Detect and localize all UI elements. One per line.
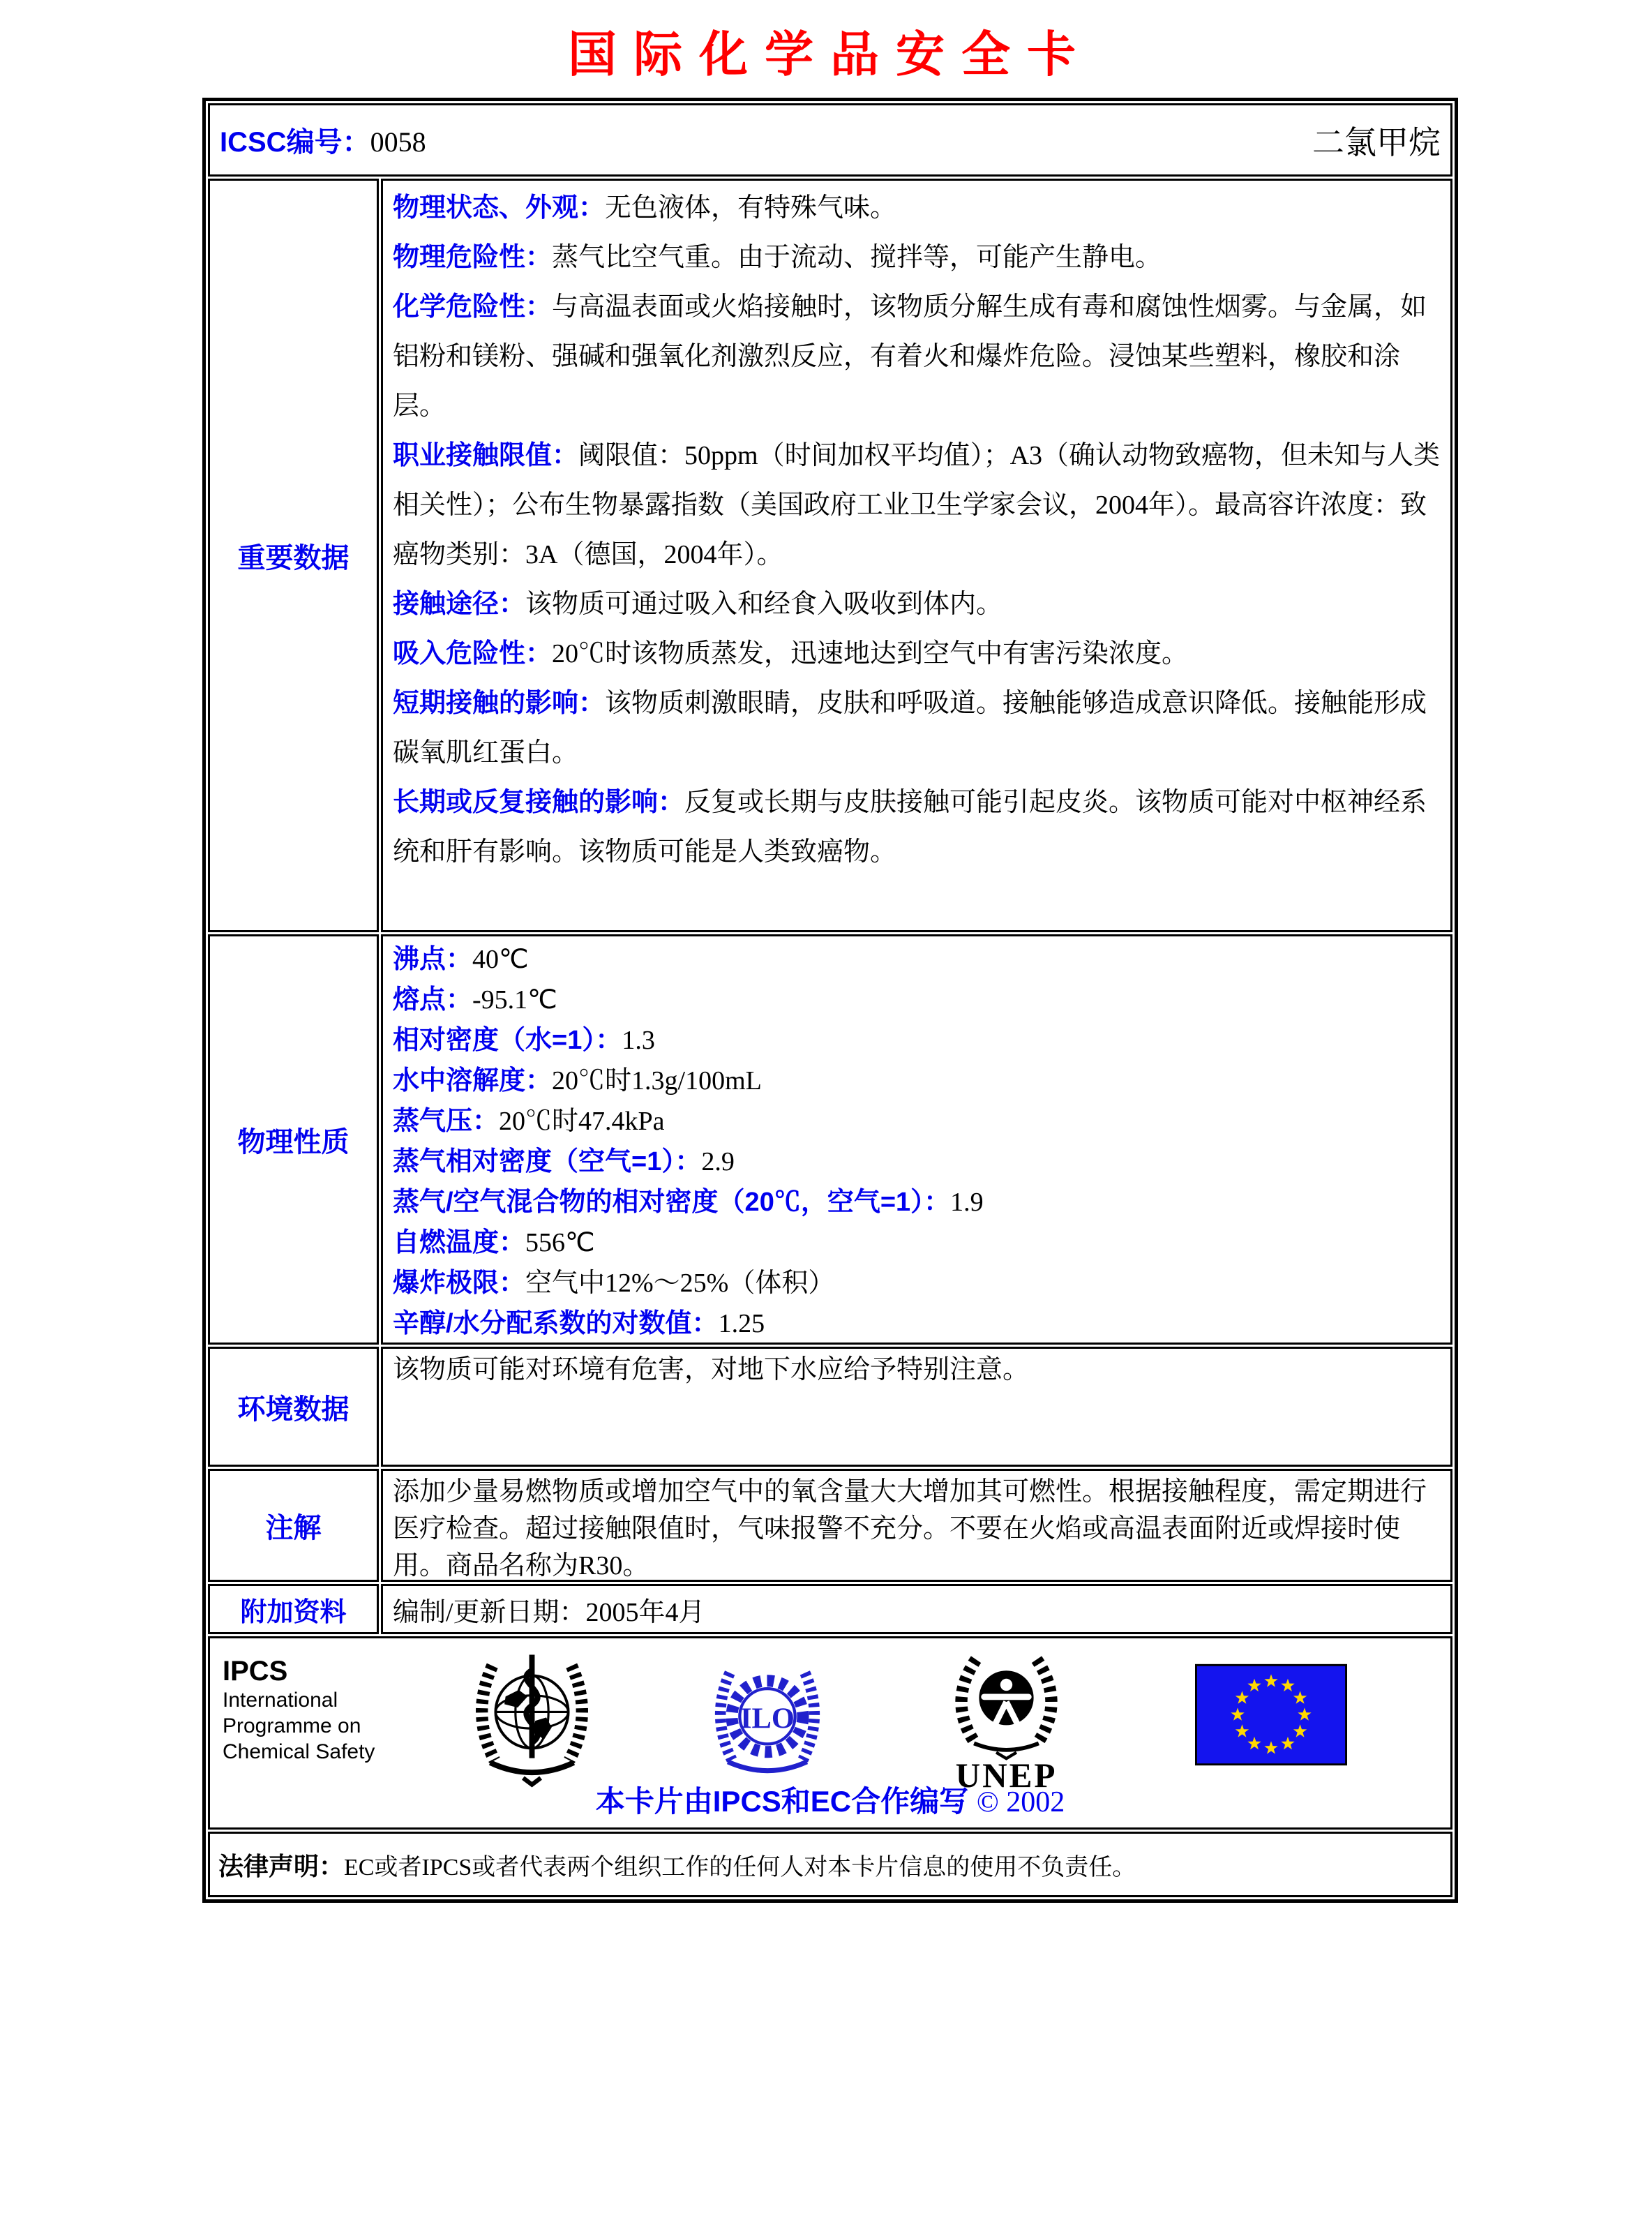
data-item-chemical-danger: 化学危险性：与高温表面或火焰接触时，该物质分解生成有毒和腐蚀性烟雾。与金属，如铝粉和镁粉、强碱和强氧化剂激烈反应，有着火和爆炸危险。浸蚀某些塑料，橡胶和涂层。 bbox=[393, 292, 1427, 421]
additional-info-content bbox=[381, 1584, 1452, 1634]
update-date-text: 编制/更新日期：2005年4月 bbox=[393, 1597, 705, 1627]
legal-notice-cell bbox=[208, 1832, 1452, 1897]
property-relative-density: 相对密度（水=1）：1.3 bbox=[393, 1026, 655, 1055]
environmental-data-row bbox=[208, 1347, 1452, 1467]
ipcs-line-2: Programme on bbox=[223, 1714, 361, 1737]
data-item-physical-danger: 物理危险性：蒸气比空气重。由于流动、搅拌等，可能产生静电。 bbox=[393, 243, 1162, 272]
ilo-logo bbox=[708, 1650, 827, 1789]
credit-year: © 2002 bbox=[976, 1786, 1065, 1818]
ipcs-line-1: International bbox=[223, 1689, 338, 1712]
unep-logo bbox=[945, 1645, 1067, 1792]
icsc-number bbox=[220, 120, 426, 160]
data-item-long-term-effects: 长期或反复接触的影响：反复或长期与皮肤接触可能引起皮炎。该物质可能对中枢神经系统和肝有影响。该物质可能是人类致癌物。 bbox=[393, 788, 1427, 867]
ipcs-name: IPCS bbox=[223, 1656, 288, 1687]
notes-content bbox=[381, 1469, 1452, 1582]
credit-line bbox=[210, 1779, 1450, 1820]
legal-notice-text: EC或者IPCS或者代表两个组织工作的任何人对本卡片信息的使用不负责任。 bbox=[344, 1854, 1136, 1880]
section-label-additional-info: 附加资料 bbox=[208, 1584, 379, 1634]
property-vapor-pressure: 蒸气压：20℃时47.4kPa bbox=[393, 1107, 665, 1136]
chemical-name: 二氯甲烷 bbox=[1312, 124, 1441, 160]
physical-properties-row bbox=[208, 934, 1452, 1345]
environmental-data-text: 该物质可能对环境有危害，对地下水应给予特别注意。 bbox=[393, 1355, 1030, 1384]
property-water-solubility: 水中溶解度：20℃时1.3g/100mL bbox=[393, 1066, 762, 1095]
card-header-row bbox=[208, 103, 1452, 177]
property-vapor-density: 蒸气相对密度（空气=1）：2.9 bbox=[393, 1147, 735, 1176]
section-label-notes: 注解 bbox=[208, 1469, 379, 1582]
property-octanol-water: 辛醇/水分配系数的对数值：1.25 bbox=[393, 1309, 765, 1338]
unep-logo-text: UNEP bbox=[955, 1756, 1058, 1792]
icsc-card bbox=[202, 98, 1458, 1903]
ipcs-line-3: Chemical Safety bbox=[223, 1740, 375, 1763]
page-title: 国际化学品安全卡 bbox=[568, 27, 1092, 82]
section-label-physical-properties: 物理性质 bbox=[208, 934, 379, 1345]
credit-text: 本卡片由IPCS和EC合作编写 bbox=[595, 1785, 969, 1818]
property-melting-point: 熔点：-95.1℃ bbox=[393, 985, 557, 1015]
property-boiling-point: 沸点：40℃ bbox=[393, 945, 529, 974]
important-data-content bbox=[381, 179, 1452, 932]
notes-row bbox=[208, 1469, 1452, 1582]
ilo-logo-text: ILO bbox=[740, 1702, 795, 1735]
data-item-occupational-limits: 职业接触限值：阈限值：50ppm（时间加权平均值）；A3（确认动物致癌物，但未知与人类相关性）；公布生物暴露指数（美国政府工业卫生学家会议，2004年）。最高容许浓度：致癌物类别：3A（德国，2004年）。 bbox=[393, 441, 1441, 569]
environmental-data-content bbox=[381, 1347, 1452, 1467]
property-vapor-air-density: 蒸气/空气混合物的相对密度（20℃，空气=1）：1.9 bbox=[393, 1188, 984, 1217]
footer-row bbox=[208, 1636, 1452, 1830]
section-label-environmental-data: 环境数据 bbox=[208, 1347, 379, 1467]
data-item-exposure-routes: 接触途径：该物质可通过吸入和经食入吸收到体内。 bbox=[393, 590, 1003, 619]
data-item-inhalation-risk: 吸入危险性：20℃时该物质蒸发，迅速地达到空气中有害污染浓度。 bbox=[393, 639, 1189, 668]
data-item-physical-state: 物理状态、外观：无色液体，有特殊气味。 bbox=[393, 193, 897, 223]
card-header-cell bbox=[208, 103, 1452, 177]
legal-notice-row bbox=[208, 1832, 1452, 1897]
icsc-number-label: ICSC编号： bbox=[220, 127, 370, 158]
property-autoignition-temp: 自燃温度：556℃ bbox=[393, 1228, 595, 1257]
who-logo bbox=[464, 1648, 600, 1791]
additional-info-row bbox=[208, 1584, 1452, 1634]
legal-notice-label: 法律声明： bbox=[218, 1851, 345, 1880]
footer-cell bbox=[208, 1636, 1452, 1830]
section-label-important-data: 重要数据 bbox=[208, 179, 379, 932]
eu-flag bbox=[1195, 1661, 1347, 1769]
data-item-short-term-effects: 短期接触的影响：该物质刺激眼睛，皮肤和呼吸道。接触能够造成意识降低。接触能形成碳氧肌红蛋白。 bbox=[393, 689, 1427, 768]
notes-text: 添加少量易燃物质或增加空气中的氧含量大大增加其可燃性。根据接触程度，需定期进行医疗检查。超过接触限值时，气味报警不充分。不要在火焰或高温表面附近或焊接时使用。商品名称为R30。 bbox=[393, 1477, 1427, 1580]
important-data-row bbox=[208, 179, 1452, 932]
icsc-number-value: 0058 bbox=[370, 126, 426, 158]
physical-properties-content bbox=[381, 934, 1452, 1345]
ipcs-text-block bbox=[223, 1655, 375, 1765]
property-explosive-limits: 爆炸极限：空气中12%～25%（体积） bbox=[393, 1269, 835, 1298]
